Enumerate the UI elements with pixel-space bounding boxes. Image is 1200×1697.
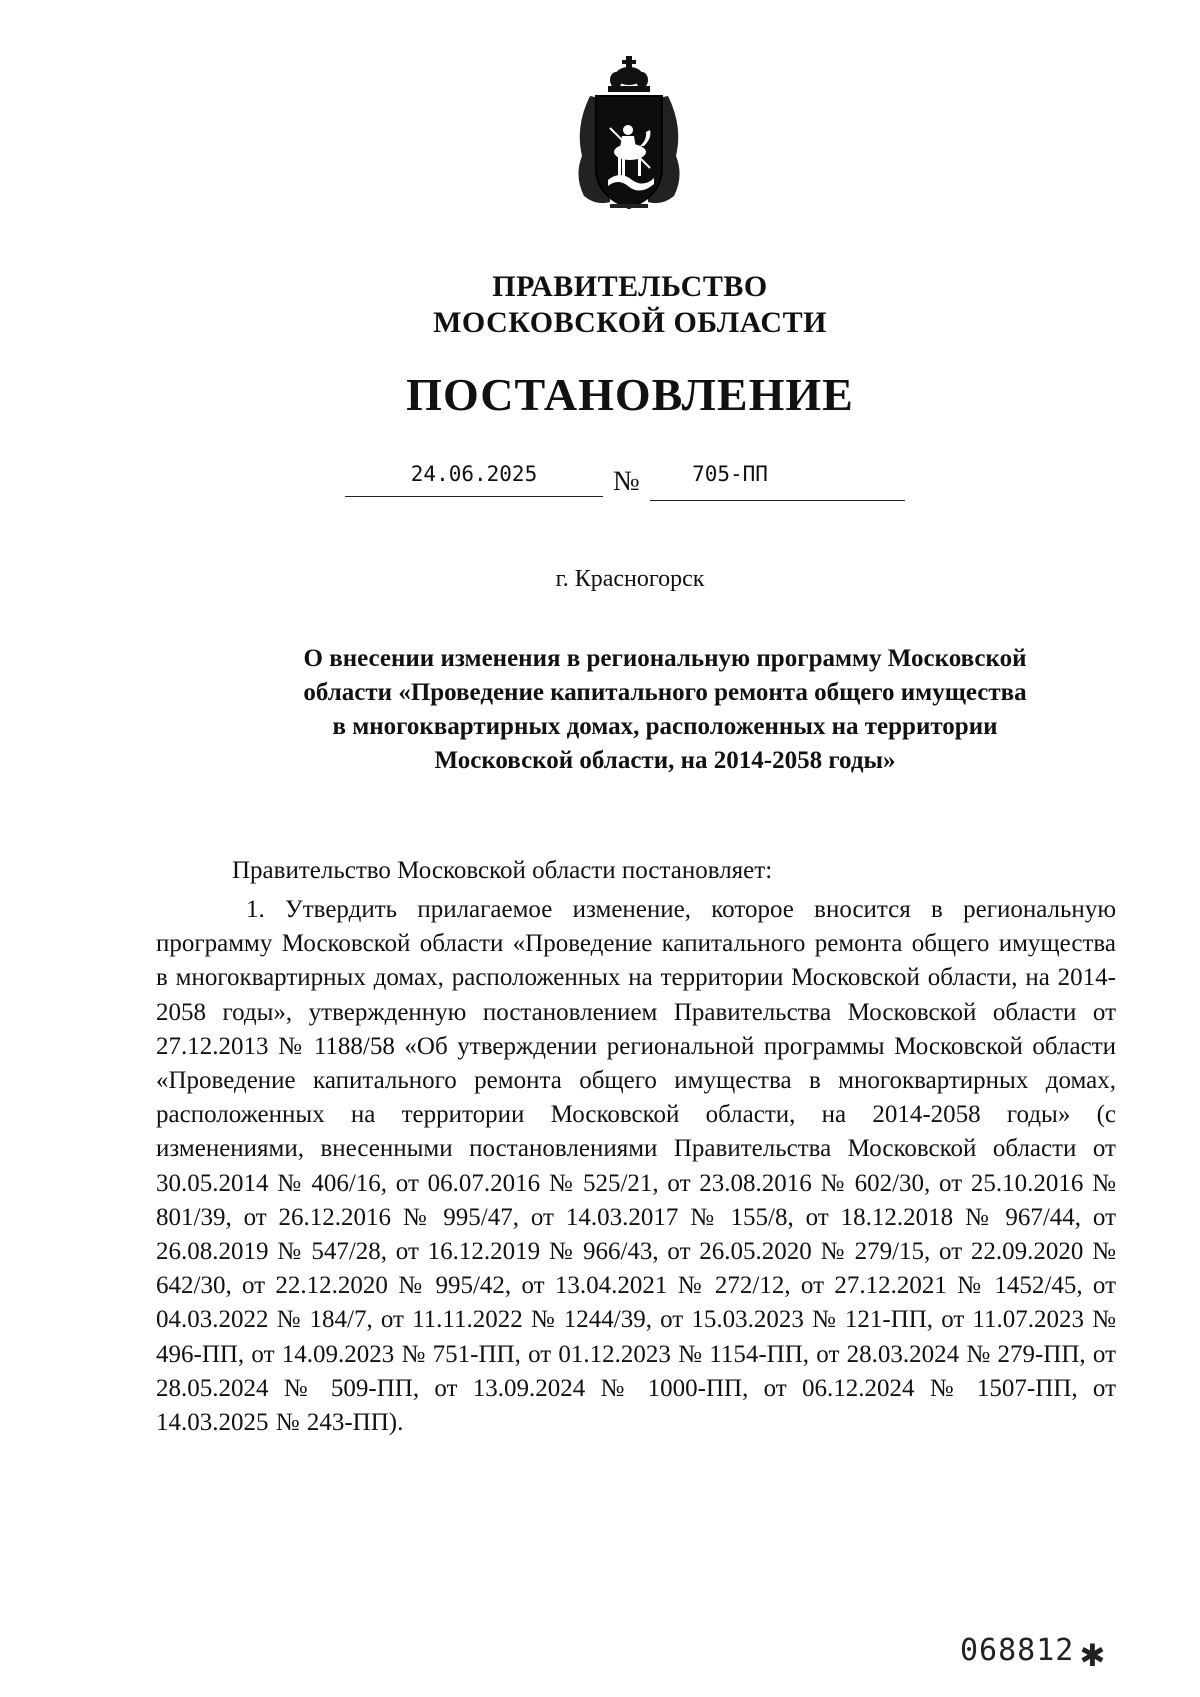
document-type-title: ПОСТАНОВЛЕНИЕ: [406, 369, 854, 420]
date-underline: [345, 496, 603, 497]
subject-line: Московской области, на 2014-2058 годы»: [434, 747, 896, 774]
serial-stamp: [960, 1630, 1105, 1676]
subject-line: О внесении изменения в региональную программу Московской: [303, 645, 1027, 672]
document-date: 24.06.2025: [410, 462, 538, 486]
government-title-line2: МОСКОВСКОЙ ОБЛАСТИ: [433, 306, 827, 339]
serial-number: 068812: [960, 1633, 1075, 1668]
coat-of-arms-icon: [570, 56, 688, 214]
document-city: г. Красногорск: [555, 566, 705, 592]
asterisk-mark-icon: ✱: [1080, 1630, 1106, 1676]
subject-line: области «Проведение капитального ремонта общего имущества: [303, 679, 1027, 706]
government-title-line1: ПРАВИТЕЛЬСТВО: [492, 270, 768, 303]
number-sign: №: [613, 466, 640, 497]
subject-line: в многоквартирных домах, расположенных на территории: [332, 713, 998, 740]
document-subject: [220, 642, 1110, 778]
document-number: 705-ПП: [692, 462, 768, 486]
preamble: Правительство Московской области постановляет:: [232, 857, 773, 884]
paragraph-1: 1. Утвердить прилагаемое изменение, которое вносится в региональную программу Московской области «Проведение капитального ремонта общего имущества в многоквартирных домах, расположенных на территории Московской области, на 2014-2058 годы», утвержденную постановлением Правительства Московской области от 27.12.2013 № 1188/58 «Об утверждении региональной программы Московской области «Проведение капитального ремонта общего имущества в многоквартирных домах, расположенных на территории Московской области, на 2014-2058 годы» (с изменениями, внесенными постановлениями Правительства Московской области от 30.05.2014 № 406/16, от 06.07.2016 № 525/21, от 23.08.2016 № 602/30, от 25.10.2016 № 801/39, от 26.12.2016 № 995/47, от 14.03.2017 № 155/8, от 18.12.2018 № 967/44, от 26.08.2019 № 547/28, от 16.12.2019 № 966/43, от 26.05.2020 № 279/15, от 22.09.2020 № 642/30, от 22.12.2020 № 995/42, от 13.04.2021 № 272/12, от 27.12.2021 № 1452/45, от 04.03.2022 № 184/7, от 11.11.2022 № 1244/39, от 15.03.2023 № 121-ПП, от 11.07.2023 № 496-ПП, от 14.09.2023 № 751-ПП, от 01.12.2023 № 1154-ПП, от 28.03.2024 № 279-ПП, от 28.05.2024 № 509-ПП, от 13.09.2024 № 1000-ПП, от 06.12.2024 № 1507-ПП, от 14.03.2025 № 243-ПП).: [156, 896, 1116, 1437]
number-underline: [650, 500, 905, 501]
